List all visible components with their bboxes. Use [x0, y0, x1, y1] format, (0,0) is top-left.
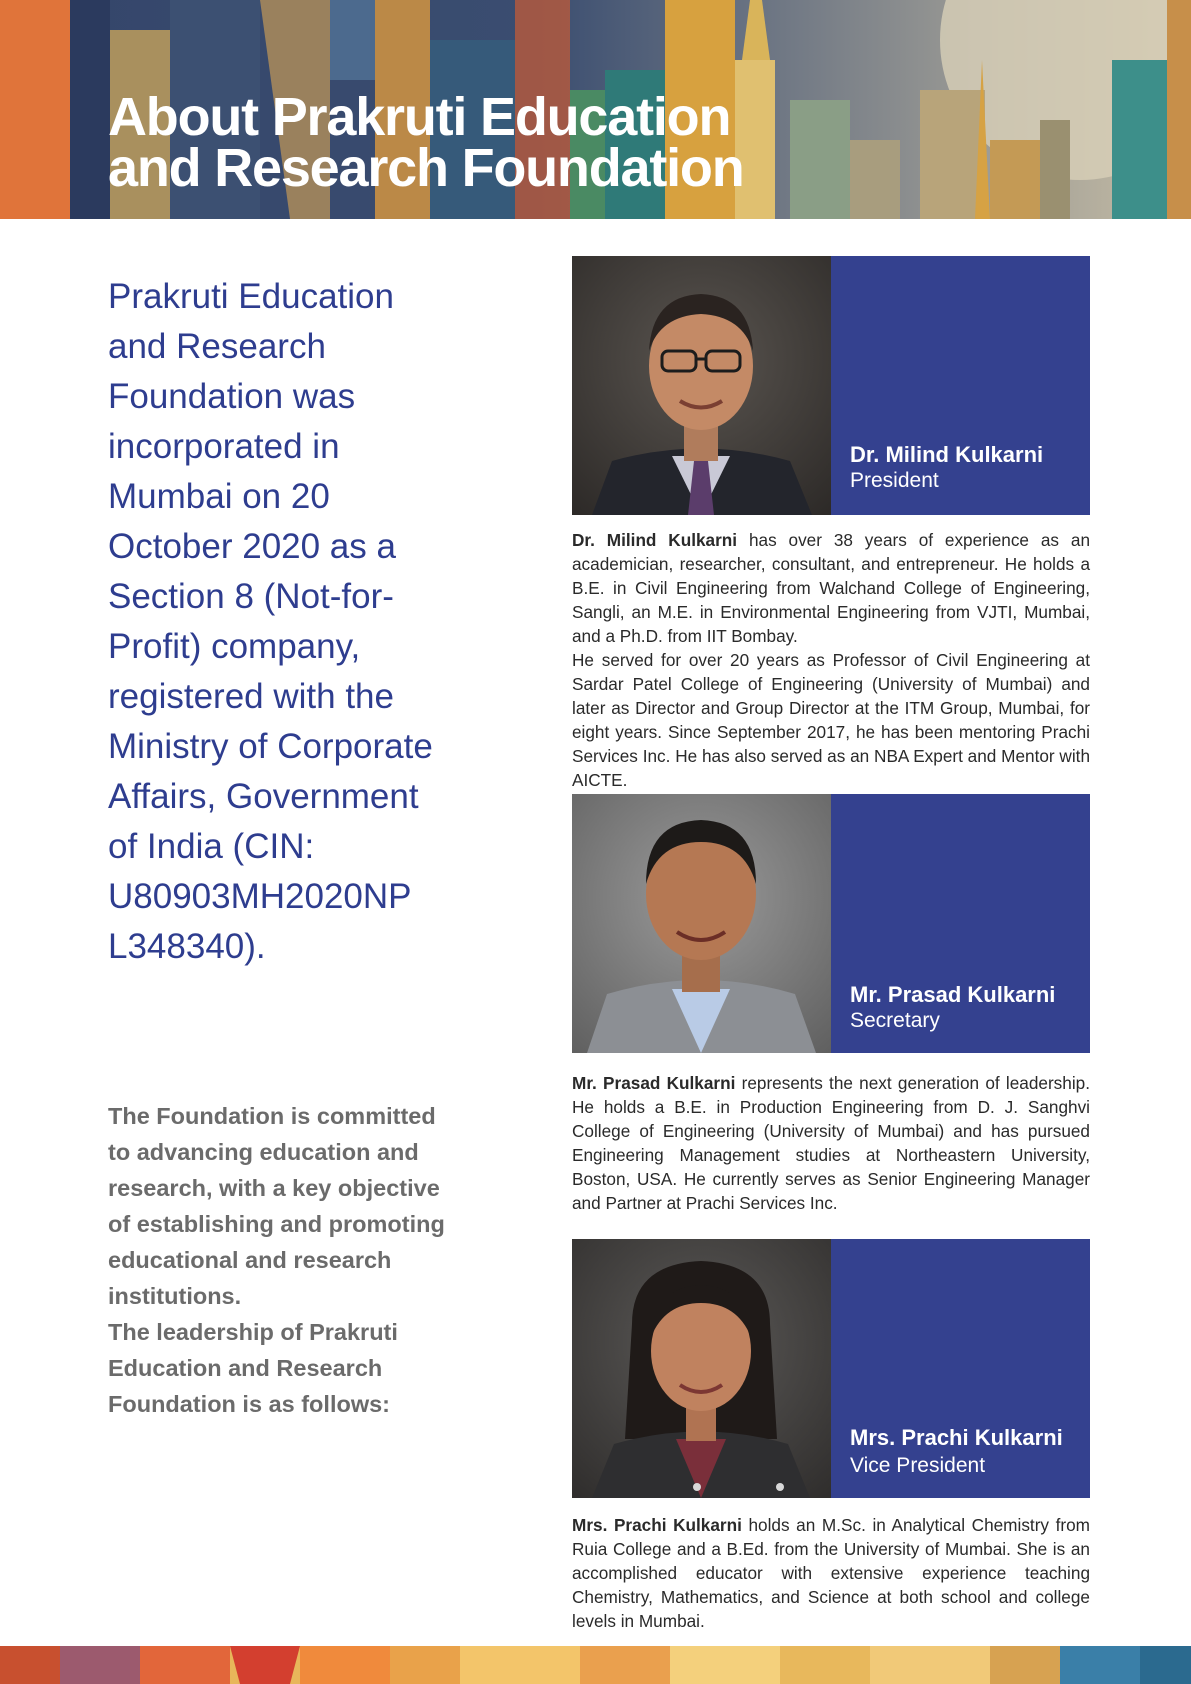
leader-card-president	[572, 256, 1090, 515]
bio-paragraph-2: He served for over 20 years as Professor of Civil Engineering at Sardar Patel College of Engineering (University of Mumbai) and later as Director and Group Director at the ITM Group, Mumbai, for eight years. Since September 2017, he has been mentoring Prachi Services Inc. He has also served as an NBA Expert and Mentor with AICTE.	[572, 650, 1090, 790]
page-title-line-2: and Research Foundation	[108, 138, 744, 198]
leader-role: Vice President	[850, 1454, 986, 1477]
commitment-paragraph-1: The Foundation is committed to advancing education and research, with a key objective of establishing and promoting educational and research institutions.	[108, 1103, 445, 1309]
leader-card-vice-president	[572, 1239, 1090, 1498]
bio-text: represents the next generation of leadership. He holds a B.E. in Production Engineering from D. J. Sanghvi College of Engineering (University of Mumbai) and has pursued Engineering Management studies at Northeastern University, Boston, USA. He currently serves as Senior Engineering Manager and Partner at Prachi Services Inc.	[572, 1073, 1090, 1213]
bio-paragraph-1	[572, 1071, 1090, 1215]
leader-bio-president	[572, 528, 1090, 792]
bio-text: holds an M.Sc. in Analytical Chemistry from Ruia College and a B.Ed. from the University of Mumbai. She is an accomplished educator with extensive experience teaching Chemistry, Mathematics, and Science at both school and college levels in Mumbai.	[572, 1515, 1090, 1631]
leader-name: Mrs. Prachi Kulkarni	[850, 1425, 1063, 1450]
page-title-line-1: About Prakruti Education	[108, 87, 731, 147]
header-banner	[0, 0, 1191, 219]
leader-role: Secretary	[850, 1009, 940, 1032]
bio-name: Mrs. Prachi Kulkarni	[572, 1515, 742, 1535]
page-title	[108, 87, 744, 198]
leader-role: President	[850, 469, 939, 492]
leader-photo	[572, 794, 831, 1053]
leader-name: Dr. Milind Kulkarni	[850, 442, 1044, 467]
leader-bio-vice-president	[572, 1513, 1090, 1633]
bio-paragraph-1	[572, 528, 1090, 648]
footer-strip	[0, 1646, 1191, 1684]
bio-name: Dr. Milind Kulkarni	[572, 530, 738, 550]
leader-photo	[572, 1239, 831, 1498]
leader-bio-secretary	[572, 1071, 1090, 1215]
leader-name: Mr. Prasad Kulkarni	[850, 982, 1056, 1007]
bio-name: Mr. Prasad Kulkarni	[572, 1073, 736, 1093]
commitment-paragraph-2: The leadership of Prakruti Education and Research Foundation is as follows:	[108, 1319, 398, 1417]
leader-card-secretary	[572, 794, 1090, 1053]
commitment-text	[108, 1098, 453, 1422]
intro-statement: Prakruti Education and Research Foundation was incorporated in Mumbai on 20 October 2020 as a Section 8 (Not-for-Profit) company, registered with the Ministry of Corporate Affairs, Government of India (CIN: U80903MH2020NP L348340).	[108, 277, 433, 966]
leader-photo	[572, 256, 831, 515]
footer-pattern	[0, 1646, 1191, 1684]
bio-paragraph-1	[572, 1513, 1090, 1633]
bio-text: has over 38 years of experience as an academician, researcher, consultant, and entrepreneur. He holds a B.E. in Civil Engineering from Walchand College of Engineering, Sangli, an M.E. in Environmental Engineering from VJTI, Mumbai, and a Ph.D. from IIT Bombay.	[572, 530, 1090, 646]
